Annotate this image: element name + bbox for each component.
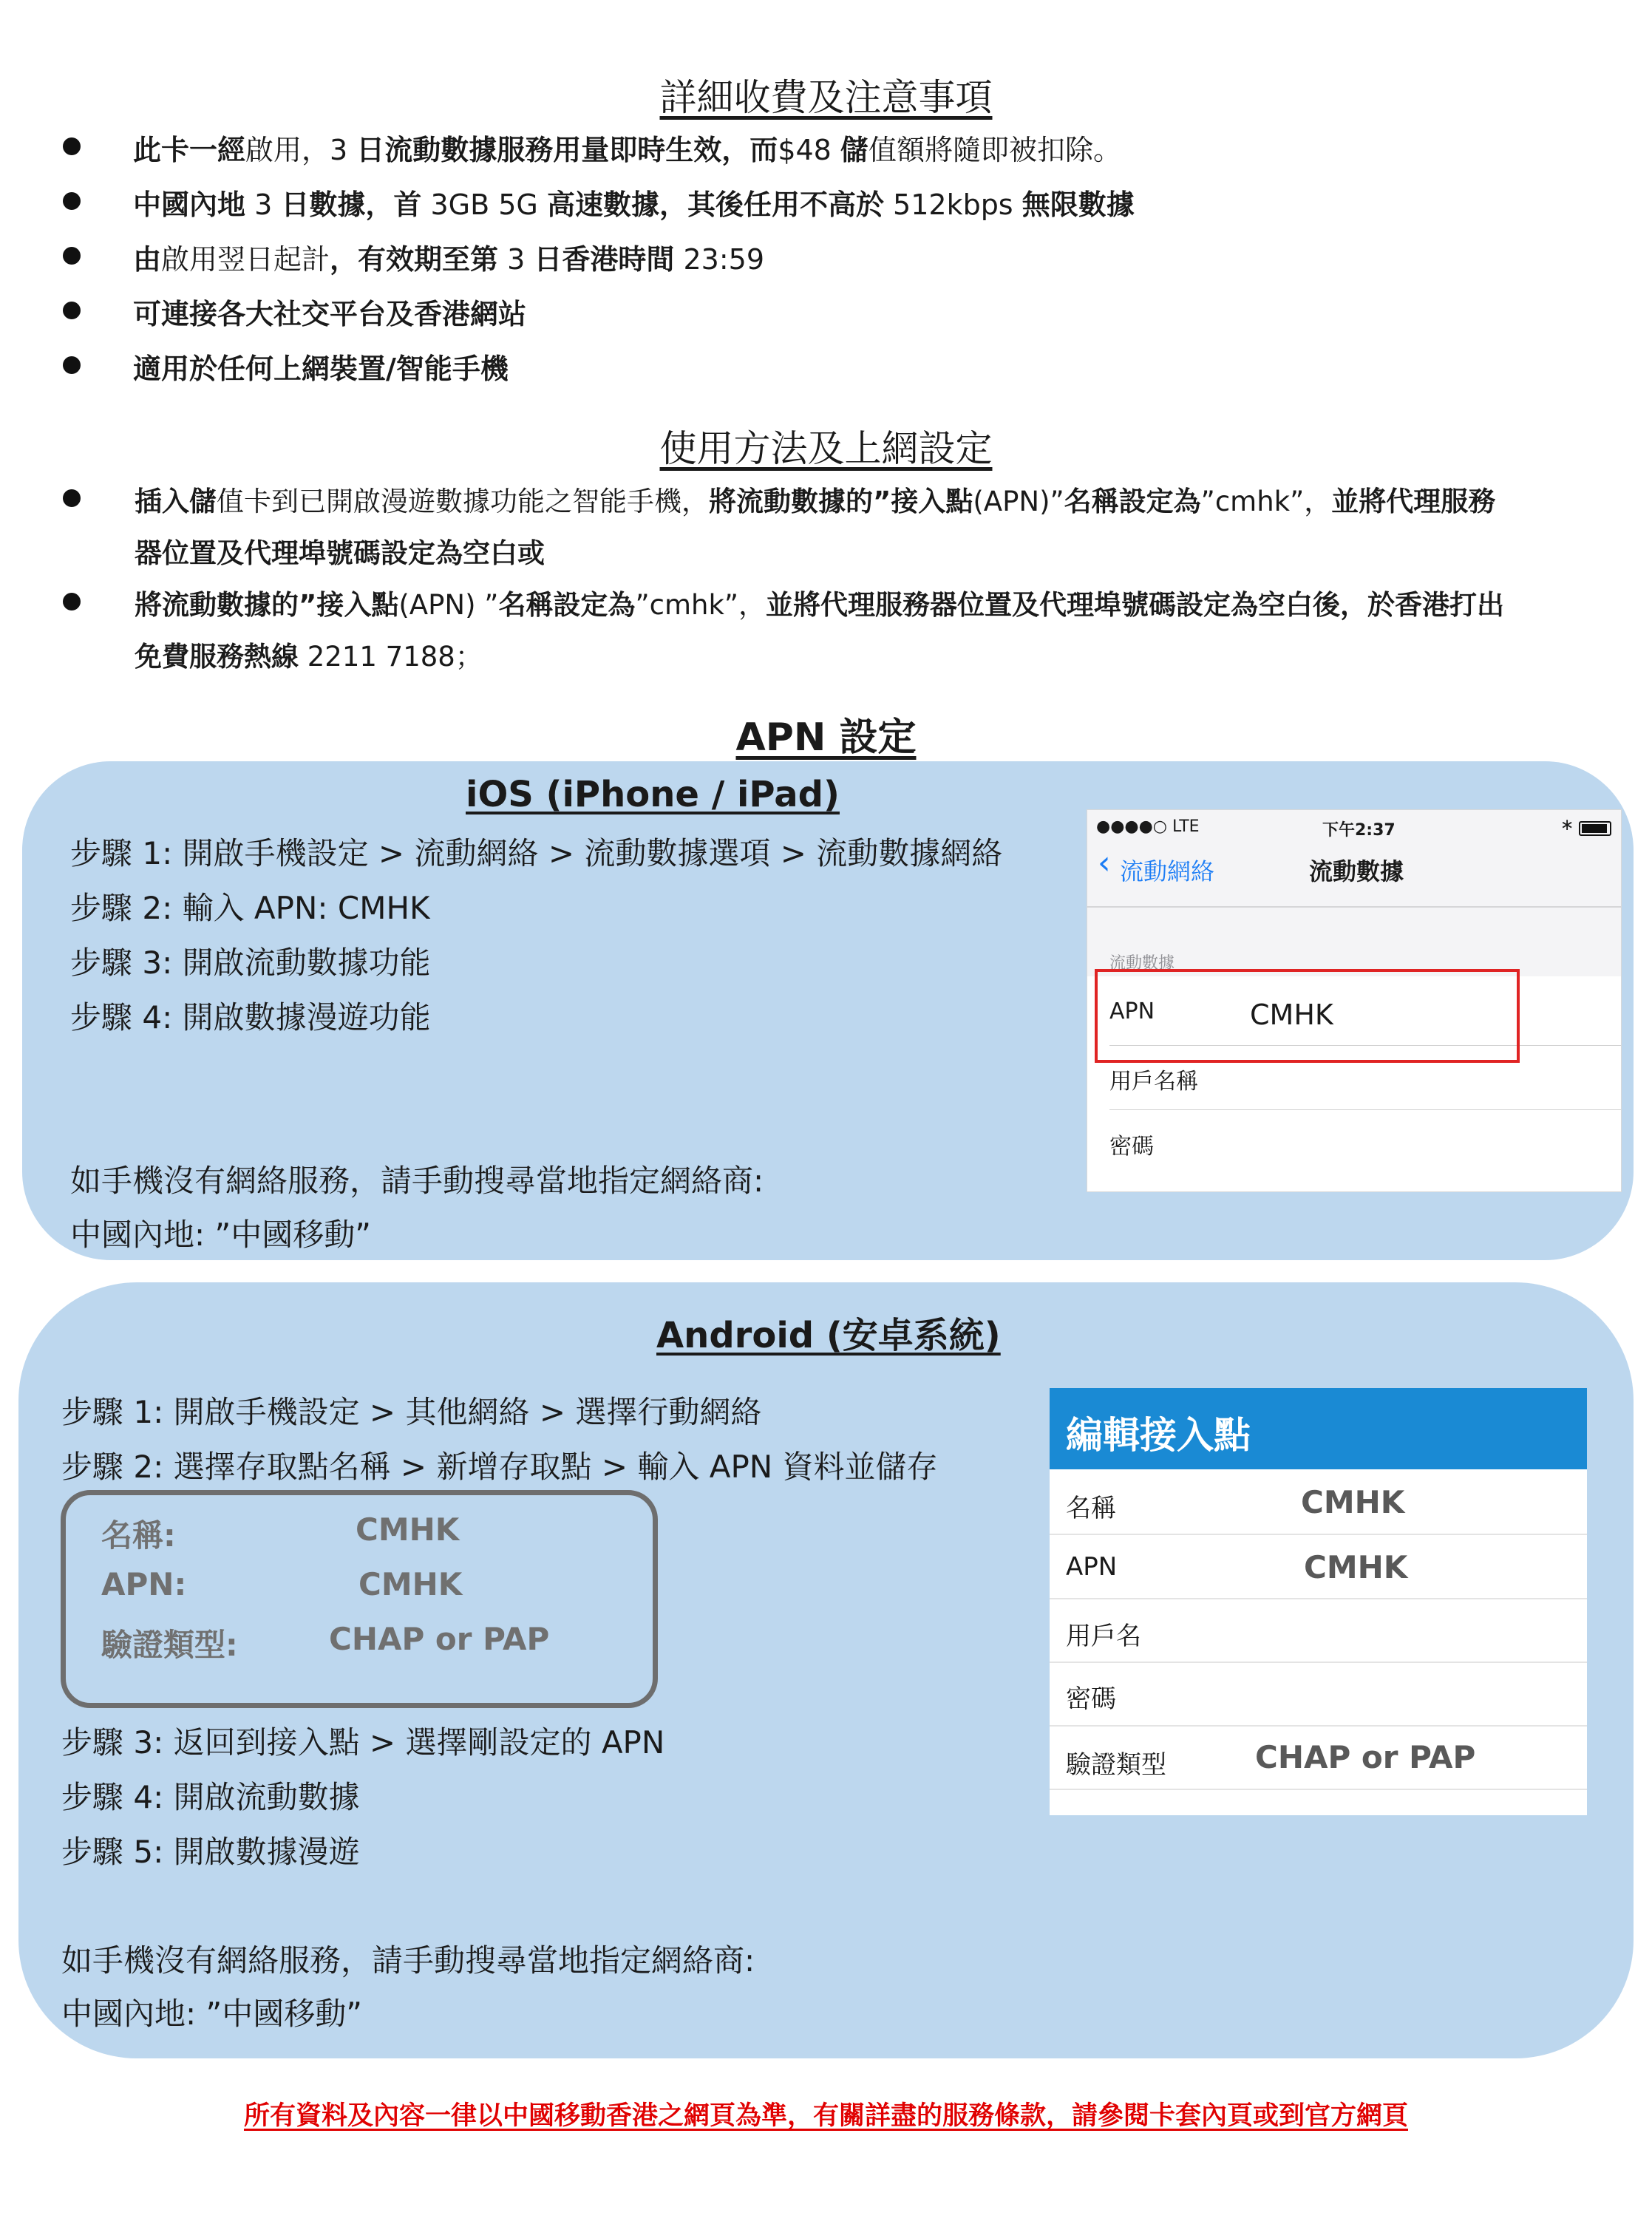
android-note-1: 如手機沒有網絡服務，請手動搜尋當地指定網絡商: bbox=[61, 1942, 755, 1979]
android-row-name-value[interactable]: CMHK bbox=[1301, 1484, 1405, 1520]
divider bbox=[1050, 1534, 1587, 1535]
android-row-auth-value[interactable]: CHAP or PAP bbox=[1255, 1739, 1476, 1775]
android-step-5: 步驟 5: 開啟數據漫遊 bbox=[61, 1834, 360, 1870]
ios-section-label: 流動數據 bbox=[1109, 954, 1175, 973]
usage-item-1-line-2: 器位置及代理埠號碼設定為空白或 bbox=[135, 537, 545, 569]
usage-item-2-line-2: 免費服務熱線 2211 7188； bbox=[135, 641, 483, 673]
bullet-icon bbox=[63, 137, 81, 155]
box-auth-value: CHAP or PAP bbox=[329, 1621, 550, 1657]
android-row-auth-label: 驗證類型 bbox=[1066, 1750, 1166, 1780]
fees-item-2: 中國內地 3 日數據，首 3GB 5G 高速數據，其後任用不高於 512kbps 無限數據 bbox=[133, 188, 1135, 221]
ios-row-password-label: 密碼 bbox=[1109, 1134, 1154, 1160]
fees-title: 詳細收費及注意事項 bbox=[659, 76, 993, 119]
ios-step-3: 步驟 3: 開啟流動數據功能 bbox=[70, 945, 431, 981]
android-step-1: 步驟 1: 開啟手機設定 > 其他網絡 > 選擇行動網絡 bbox=[61, 1394, 762, 1430]
android-row-username-label: 用戶名 bbox=[1066, 1622, 1141, 1651]
ios-status-carrier: ●●●●○ LTE bbox=[1096, 817, 1200, 836]
android-title: Android (安卓系統) bbox=[656, 1315, 1001, 1356]
box-name-label: 名稱: bbox=[101, 1517, 176, 1554]
divider bbox=[1050, 1598, 1587, 1599]
chevron-left-icon[interactable]: ‹ bbox=[1098, 844, 1111, 882]
ios-title: iOS (iPhone / iPad) bbox=[466, 774, 840, 815]
fees-item-5: 適用於任何上網裝置/智能手機 bbox=[133, 353, 509, 385]
ios-row-apn-label: APN bbox=[1109, 999, 1155, 1024]
ios-step-2: 步驟 2: 輸入 APN: CMHK bbox=[70, 890, 430, 926]
fees-item-1: 此卡一經啟用，3 日流動數據服務用量即時生效，而$48 儲值額將隨即被扣除。 bbox=[133, 134, 1121, 166]
android-step-2: 步驟 2: 選擇存取點名稱 > 新增存取點 > 輸入 APN 資料並儲存 bbox=[61, 1449, 938, 1485]
usage-title: 使用方法及上網設定 bbox=[659, 427, 993, 470]
ios-nav-title: 流動數據 bbox=[1309, 857, 1404, 885]
divider bbox=[1050, 1725, 1587, 1727]
fees-item-3: 由啟用翌日起計，有效期至第 3 日香港時間 23:59 bbox=[133, 243, 764, 276]
ios-note-2: 中國內地: ”中國移動” bbox=[70, 1217, 372, 1253]
android-row-apn-value[interactable]: CMHK bbox=[1304, 1549, 1408, 1585]
android-note-2: 中國內地: ”中國移動” bbox=[61, 1996, 363, 2032]
usage-item-1-line-1: 插入儲值卡到已開啟漫遊數據功能之智能手機，將流動數據的”接入點(APN)”名稱設定為”cmhk”，並將代理服務 bbox=[135, 486, 1496, 517]
bullet-icon bbox=[63, 356, 81, 374]
box-apn-label: APN: bbox=[101, 1566, 187, 1602]
android-step-3: 步驟 3: 返回到接入點 > 選擇剛設定的 APN bbox=[61, 1724, 665, 1761]
android-row-apn-label: APN bbox=[1066, 1552, 1118, 1582]
box-apn-value: CMHK bbox=[358, 1566, 463, 1602]
android-header-title: 編輯接入點 bbox=[1066, 1414, 1251, 1457]
footer-note[interactable]: 所有資料及內容一律以中國移動香港之網頁為準，有關詳盡的服務條款，請參閱卡套內頁或到官方網頁 bbox=[243, 2101, 1408, 2131]
fees-item-4: 可連接各大社交平台及香港網站 bbox=[133, 298, 527, 330]
usage-item-2-line-1: 將流動數據的”接入點(APN) ”名稱設定為”cmhk”，並將代理服務器位置及代理埠號碼設定為空白後，於香港打出 bbox=[135, 589, 1505, 621]
android-screenshot bbox=[1050, 1388, 1587, 1815]
ios-status-time: 下午2:37 bbox=[1322, 821, 1396, 840]
ios-note-1: 如手機沒有網絡服務，請手動搜尋當地指定網絡商: bbox=[70, 1163, 764, 1199]
divider bbox=[1087, 906, 1621, 908]
highlight-box bbox=[1095, 969, 1520, 1063]
ios-step-1: 步驟 1: 開啟手機設定 > 流動網絡 > 流動數據選項 > 流動數據網絡 bbox=[70, 835, 1003, 871]
bluetooth-icon: ∗ bbox=[1560, 816, 1574, 834]
bullet-icon bbox=[63, 192, 81, 210]
bullet-icon bbox=[63, 489, 81, 507]
divider bbox=[1050, 1789, 1587, 1790]
ios-step-4: 步驟 4: 開啟數據漫遊功能 bbox=[70, 999, 431, 1035]
box-name-value: CMHK bbox=[356, 1511, 460, 1548]
ios-row-username-label: 用戶名稱 bbox=[1109, 1069, 1198, 1095]
android-step-4: 步驟 4: 開啟流動數據 bbox=[61, 1779, 360, 1815]
bullet-icon bbox=[63, 247, 81, 265]
bullet-icon bbox=[63, 593, 81, 610]
divider bbox=[1109, 1109, 1621, 1110]
android-row-name-label: 名稱 bbox=[1066, 1494, 1116, 1523]
android-row-password-label: 密碼 bbox=[1066, 1684, 1116, 1714]
bullet-icon bbox=[63, 302, 81, 319]
divider bbox=[1050, 1662, 1587, 1663]
apn-title: APN 設定 bbox=[735, 715, 917, 760]
ios-back-button[interactable]: 流動網絡 bbox=[1120, 857, 1215, 885]
apn-settings-box bbox=[61, 1490, 658, 1708]
ios-screenshot bbox=[1087, 809, 1622, 1192]
battery-icon bbox=[1579, 821, 1611, 836]
ios-row-apn-value[interactable]: CMHK bbox=[1250, 999, 1333, 1031]
box-auth-label: 驗證類型: bbox=[101, 1627, 238, 1663]
